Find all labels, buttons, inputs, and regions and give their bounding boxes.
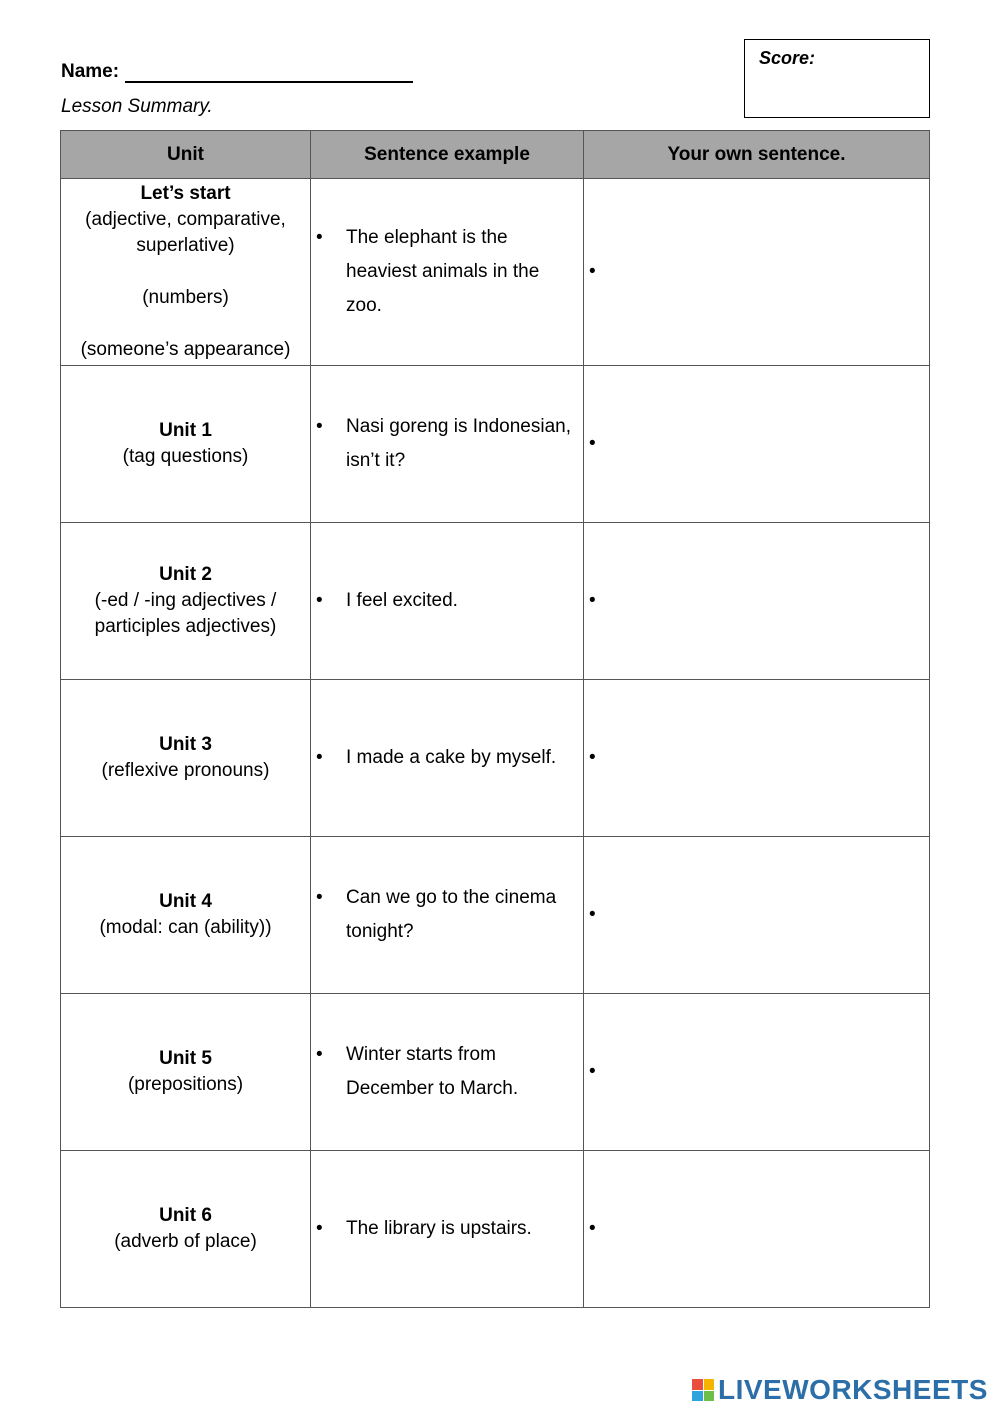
unit-title: Unit 3	[159, 734, 212, 755]
lesson-summary-table	[60, 130, 930, 1308]
example-sentence: • The elephant is the heaviest animals in the zoo.	[311, 221, 583, 323]
unit-cell	[61, 680, 311, 837]
unit-title: Unit 2	[159, 564, 212, 585]
example-sentence: • The library is upstairs.	[311, 1212, 583, 1246]
unit-topic: (numbers)	[142, 287, 229, 308]
lesson-subtitle: Lesson Summary.	[61, 96, 213, 117]
table-row	[61, 994, 930, 1151]
unit-topic: (adverb of place)	[114, 1231, 257, 1252]
own-sentence-bullet: •	[589, 1061, 596, 1082]
table-row	[61, 366, 930, 523]
unit-topic: (prepositions)	[127, 1074, 244, 1095]
brand-wordmark: LIVEWORKSHEETS	[718, 1374, 988, 1405]
own-sentence-cell[interactable]	[584, 366, 930, 523]
own-sentence-bullet: •	[589, 747, 596, 768]
unit-title: Unit 1	[159, 420, 212, 441]
unit-title: Unit 6	[159, 1205, 212, 1226]
own-sentence-cell[interactable]	[584, 837, 930, 994]
column-header-unit: Unit	[61, 131, 311, 179]
own-sentence-cell[interactable]	[584, 1151, 930, 1308]
unit-title: Unit 5	[159, 1048, 212, 1069]
own-sentence-bullet: •	[589, 590, 596, 611]
name-label: Name:	[61, 61, 120, 82]
example-cell	[311, 994, 584, 1151]
own-sentence-cell[interactable]	[584, 680, 930, 837]
own-sentence-bullet: •	[589, 904, 596, 925]
unit-topic: (adjective, comparative, superlative)	[85, 209, 286, 256]
own-sentence-bullet: •	[589, 433, 596, 454]
example-cell	[311, 179, 584, 366]
table-row	[61, 680, 930, 837]
unit-cell	[61, 179, 311, 366]
example-sentence: • I made a cake by myself.	[311, 741, 583, 775]
example-sentence: • Nasi goreng is Indonesian, isn’t it?	[311, 410, 583, 478]
unit-cell	[61, 366, 311, 523]
unit-cell	[61, 994, 311, 1151]
table-row	[61, 179, 930, 366]
example-cell	[311, 680, 584, 837]
unit-topic: (modal: can (ability))	[99, 917, 272, 938]
table-row	[61, 837, 930, 994]
own-sentence-bullet: •	[589, 261, 596, 282]
table-row	[61, 1151, 930, 1308]
example-cell	[311, 366, 584, 523]
unit-cell	[61, 1151, 311, 1308]
example-sentence: • Winter starts from December to March.	[311, 1038, 583, 1106]
table-header-row	[61, 131, 930, 179]
unit-cell	[61, 523, 311, 680]
score-box	[744, 39, 930, 118]
unit-topic: (reflexive pronouns)	[101, 760, 270, 781]
own-sentence-cell[interactable]	[584, 179, 930, 366]
table-row	[61, 523, 930, 680]
unit-topic: (-ed / -ing adjectives / participles adjectives)	[94, 590, 277, 637]
score-label: Score:	[759, 48, 816, 68]
own-sentence-cell[interactable]	[584, 994, 930, 1151]
name-blank-line[interactable]	[125, 63, 413, 83]
example-sentence: • Can we go to the cinema tonight?	[311, 881, 583, 949]
own-sentence-bullet: •	[589, 1218, 596, 1239]
liveworksheets-brand	[692, 1372, 988, 1408]
example-cell	[311, 837, 584, 994]
unit-topic: (someone’s appearance)	[80, 339, 291, 360]
name-field	[61, 61, 413, 83]
example-sentence: • I feel excited.	[311, 584, 583, 618]
column-header-sentence-example: Sentence example	[311, 131, 584, 179]
column-header-own-sentence: Your own sentence.	[584, 131, 930, 179]
unit-title: Unit 4	[159, 891, 212, 912]
liveworksheets-logo-icon	[692, 1379, 714, 1401]
example-cell	[311, 1151, 584, 1308]
unit-cell	[61, 837, 311, 994]
own-sentence-cell[interactable]	[584, 523, 930, 680]
unit-topic: (tag questions)	[122, 446, 249, 467]
example-cell	[311, 523, 584, 680]
unit-title: Let’s start	[140, 183, 231, 204]
